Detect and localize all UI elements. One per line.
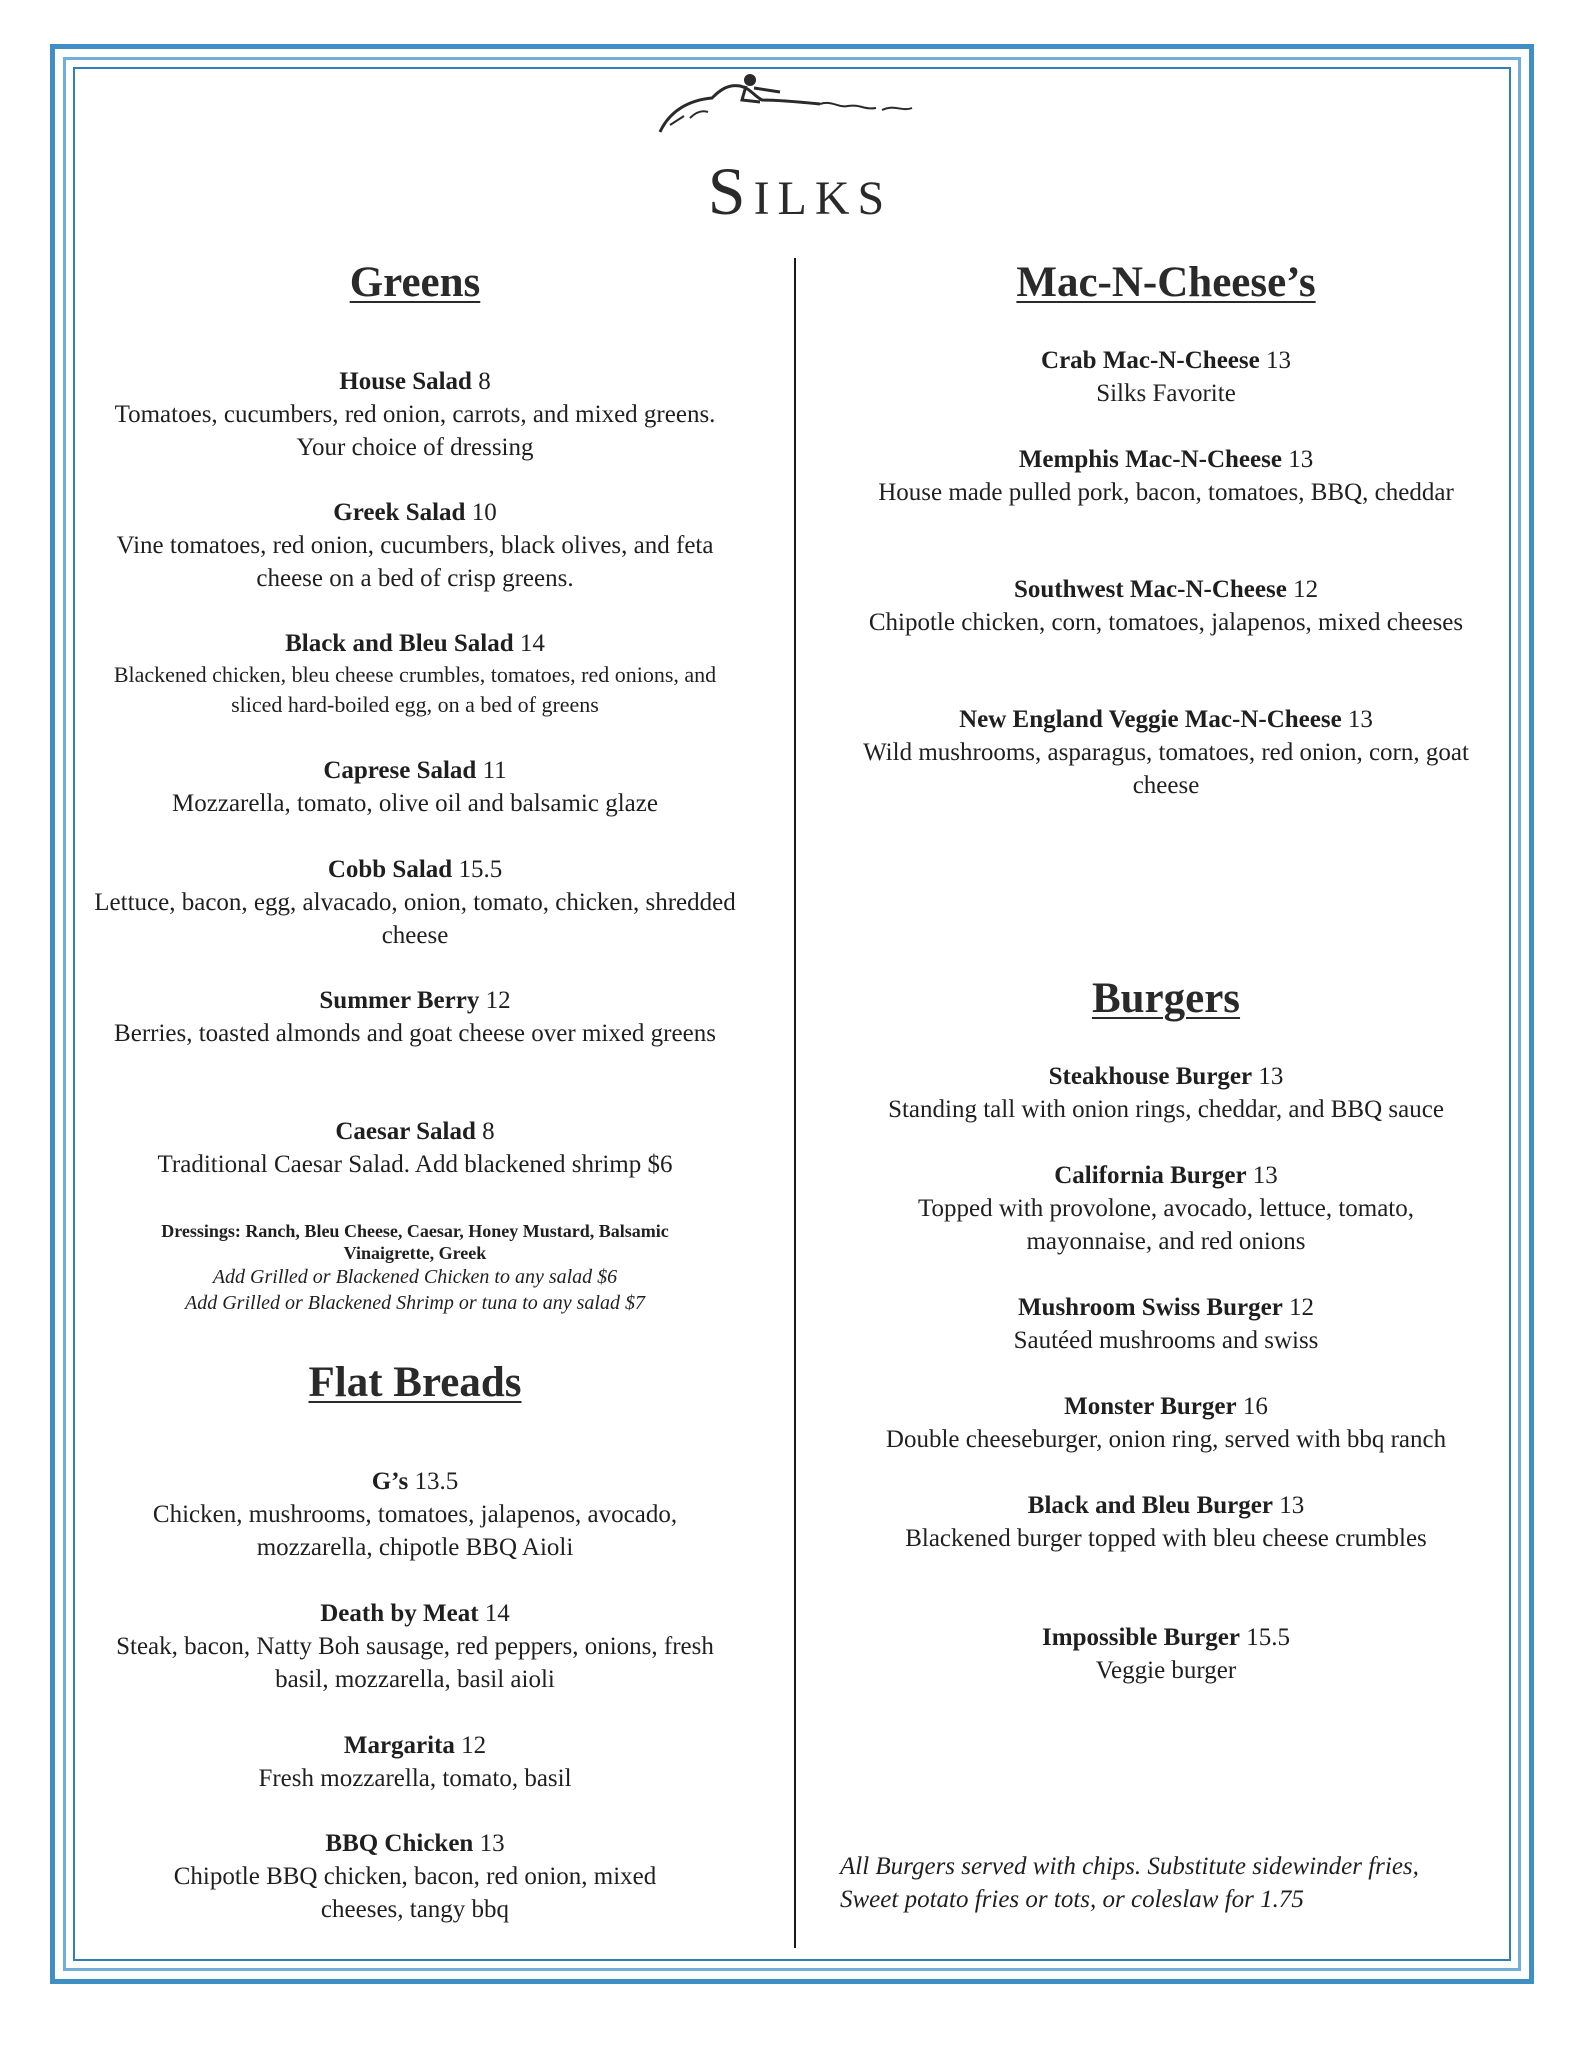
flatbreads-section bbox=[80, 1358, 750, 1407]
item-description: Blackened chicken, bleu cheese crumbles, tomatoes, red onions, and sliced hard-boiled egg, on a bed of greens bbox=[113, 662, 717, 717]
item-description: Traditional Caesar Salad. Add blackened shrimp $6 bbox=[157, 1151, 673, 1178]
item-description: Topped with provolone, avocado, lettuce, tomato, mayonnaise, and red onions bbox=[917, 1195, 1415, 1255]
item-description: Veggie burger bbox=[1095, 1657, 1237, 1684]
item-description: Silks Favorite bbox=[1096, 380, 1236, 407]
item-name: Monster Burger bbox=[1064, 1393, 1237, 1420]
item-price: 13.5 bbox=[414, 1468, 459, 1495]
item-description: Tomatoes, cucumbers, red onion, carrots, and mixed greens. Your choice of dressing bbox=[114, 401, 716, 461]
item-description: Standing tall with onion rings, cheddar, and BBQ sauce bbox=[888, 1096, 1444, 1123]
item-price: 13 bbox=[1347, 706, 1373, 733]
item-price: 12 bbox=[461, 1732, 487, 1759]
menu-item bbox=[826, 444, 1506, 509]
menu-item bbox=[826, 1061, 1506, 1126]
menu-item bbox=[80, 1828, 750, 1926]
item-name: Steakhouse Burger bbox=[1048, 1063, 1253, 1090]
item-price: 12 bbox=[485, 987, 511, 1014]
section-heading-flatbreads: Flat Breads bbox=[308, 1359, 522, 1406]
item-description: Sautéed mushrooms and swiss bbox=[1013, 1327, 1319, 1354]
item-price: 13 bbox=[1279, 1492, 1305, 1519]
menu-item bbox=[826, 1622, 1506, 1687]
item-price: 13 bbox=[479, 1830, 505, 1857]
item-price: 13 bbox=[1252, 1162, 1278, 1189]
menu-item bbox=[80, 628, 750, 720]
addon-chicken: Add Grilled or Blackened Chicken to any salad $6 bbox=[212, 1266, 618, 1288]
item-name: Black and Bleu Burger bbox=[1027, 1492, 1273, 1519]
item-price: 13 bbox=[1288, 446, 1314, 473]
item-description: Berries, toasted almonds and goat cheese over mixed greens bbox=[114, 1020, 716, 1047]
menu-item bbox=[80, 755, 750, 820]
item-name: Greek Salad bbox=[333, 499, 466, 526]
menu-item bbox=[826, 574, 1506, 639]
item-name: Margarita bbox=[343, 1732, 455, 1759]
dressings-note bbox=[80, 1220, 750, 1316]
item-name: Mushroom Swiss Burger bbox=[1017, 1294, 1283, 1321]
item-price: 12 bbox=[1293, 576, 1319, 603]
item-price: 13 bbox=[1258, 1063, 1284, 1090]
item-name: Impossible Burger bbox=[1042, 1624, 1240, 1651]
item-price: 16 bbox=[1242, 1393, 1268, 1420]
item-name: Southwest Mac-N-Cheese bbox=[1013, 576, 1287, 603]
brand-name: Silks bbox=[707, 153, 893, 229]
menu-item bbox=[80, 1466, 750, 1564]
menu-item bbox=[826, 704, 1506, 802]
item-name: Cobb Salad bbox=[327, 856, 453, 883]
addon-shrimp: Add Grilled or Blackened Shrimp or tuna to any salad $7 bbox=[185, 1292, 645, 1314]
item-description: Chipotle chicken, corn, tomatoes, jalapenos, mixed cheeses bbox=[868, 609, 1464, 636]
menu-item bbox=[80, 497, 750, 595]
item-price: 11 bbox=[482, 757, 507, 784]
item-description: Fresh mozzarella, tomato, basil bbox=[258, 1765, 572, 1792]
item-price: 14 bbox=[484, 1600, 510, 1627]
menu-item bbox=[80, 1116, 750, 1181]
menu-item bbox=[80, 985, 750, 1050]
dressings-list: Dressings: Ranch, Bleu Cheese, Caesar, Honey Mustard, Balsamic Vinaigrette, Greek bbox=[161, 1221, 669, 1263]
item-description: Chicken, mushrooms, tomatoes, jalapenos, avocado, mozzarella, chipotle BBQ Aioli bbox=[152, 1501, 678, 1561]
item-description: Wild mushrooms, asparagus, tomatoes, red onion, corn, goat cheese bbox=[863, 739, 1469, 799]
item-price: 12 bbox=[1289, 1294, 1315, 1321]
menu-item bbox=[826, 1391, 1506, 1456]
item-name: Crab Mac-N-Cheese bbox=[1041, 347, 1260, 374]
burgers-note bbox=[840, 1850, 1480, 1916]
item-description: Chipotle BBQ chicken, bacon, red onion, mixed cheeses, tangy bbq bbox=[173, 1863, 657, 1923]
item-price: 8 bbox=[478, 368, 491, 395]
item-price: 13 bbox=[1265, 347, 1291, 374]
horse-jockey-icon bbox=[650, 70, 950, 140]
item-name: Black and Bleu Salad bbox=[285, 630, 514, 657]
item-name: California Burger bbox=[1054, 1162, 1247, 1189]
menu-item bbox=[80, 1598, 750, 1696]
column-divider bbox=[794, 258, 796, 1948]
section-heading-burgers: Burgers bbox=[1091, 975, 1241, 1022]
menu-item bbox=[826, 345, 1506, 410]
item-description: House made pulled pork, bacon, tomatoes, BBQ, cheddar bbox=[878, 479, 1454, 506]
greens-section bbox=[80, 258, 750, 307]
item-price: 15.5 bbox=[458, 856, 503, 883]
menu-item bbox=[826, 1160, 1506, 1258]
silks-logo bbox=[620, 70, 980, 230]
menu-item bbox=[80, 366, 750, 464]
section-heading-greens: Greens bbox=[349, 259, 481, 306]
item-description: Blackened burger topped with bleu cheese crumbles bbox=[905, 1525, 1427, 1552]
burgers-sides-note: All Burgers served with chips. Substitute sidewinder fries, Sweet potato fries or tots, or coleslaw for 1.75 bbox=[840, 1853, 1419, 1913]
item-name: Summer Berry bbox=[319, 987, 480, 1014]
item-name: Memphis Mac-N-Cheese bbox=[1018, 446, 1282, 473]
menu-item bbox=[80, 854, 750, 952]
item-name: Caprese Salad bbox=[323, 757, 477, 784]
item-price: 10 bbox=[471, 499, 497, 526]
item-name: New England Veggie Mac-N-Cheese bbox=[959, 706, 1342, 733]
menu-item bbox=[80, 1730, 750, 1795]
section-heading-mac: Mac-N-Cheese’s bbox=[1016, 259, 1316, 306]
menu-item bbox=[826, 1490, 1506, 1555]
item-description: Lettuce, bacon, egg, alvacado, onion, tomato, chicken, shredded cheese bbox=[94, 889, 736, 949]
menu-item bbox=[826, 1292, 1506, 1357]
item-name: BBQ Chicken bbox=[325, 1830, 474, 1857]
item-price: 15.5 bbox=[1246, 1624, 1290, 1651]
item-price: 14 bbox=[519, 630, 545, 657]
item-description: Steak, bacon, Natty Boh sausage, red peppers, onions, fresh basil, mozzarella, basil aioli bbox=[116, 1633, 714, 1693]
mac-section bbox=[826, 258, 1506, 307]
item-price: 8 bbox=[482, 1118, 495, 1145]
item-name: G’s bbox=[371, 1468, 409, 1495]
item-name: House Salad bbox=[339, 368, 472, 395]
item-description: Mozzarella, tomato, olive oil and balsamic glaze bbox=[172, 790, 658, 817]
item-description: Double cheeseburger, onion ring, served with bbq ranch bbox=[885, 1426, 1447, 1453]
item-description: Vine tomatoes, red onion, cucumbers, black olives, and feta cheese on a bed of crisp greens. bbox=[116, 532, 714, 592]
item-name: Caesar Salad bbox=[335, 1118, 476, 1145]
item-name: Death by Meat bbox=[320, 1600, 479, 1627]
burgers-section bbox=[826, 974, 1506, 1023]
